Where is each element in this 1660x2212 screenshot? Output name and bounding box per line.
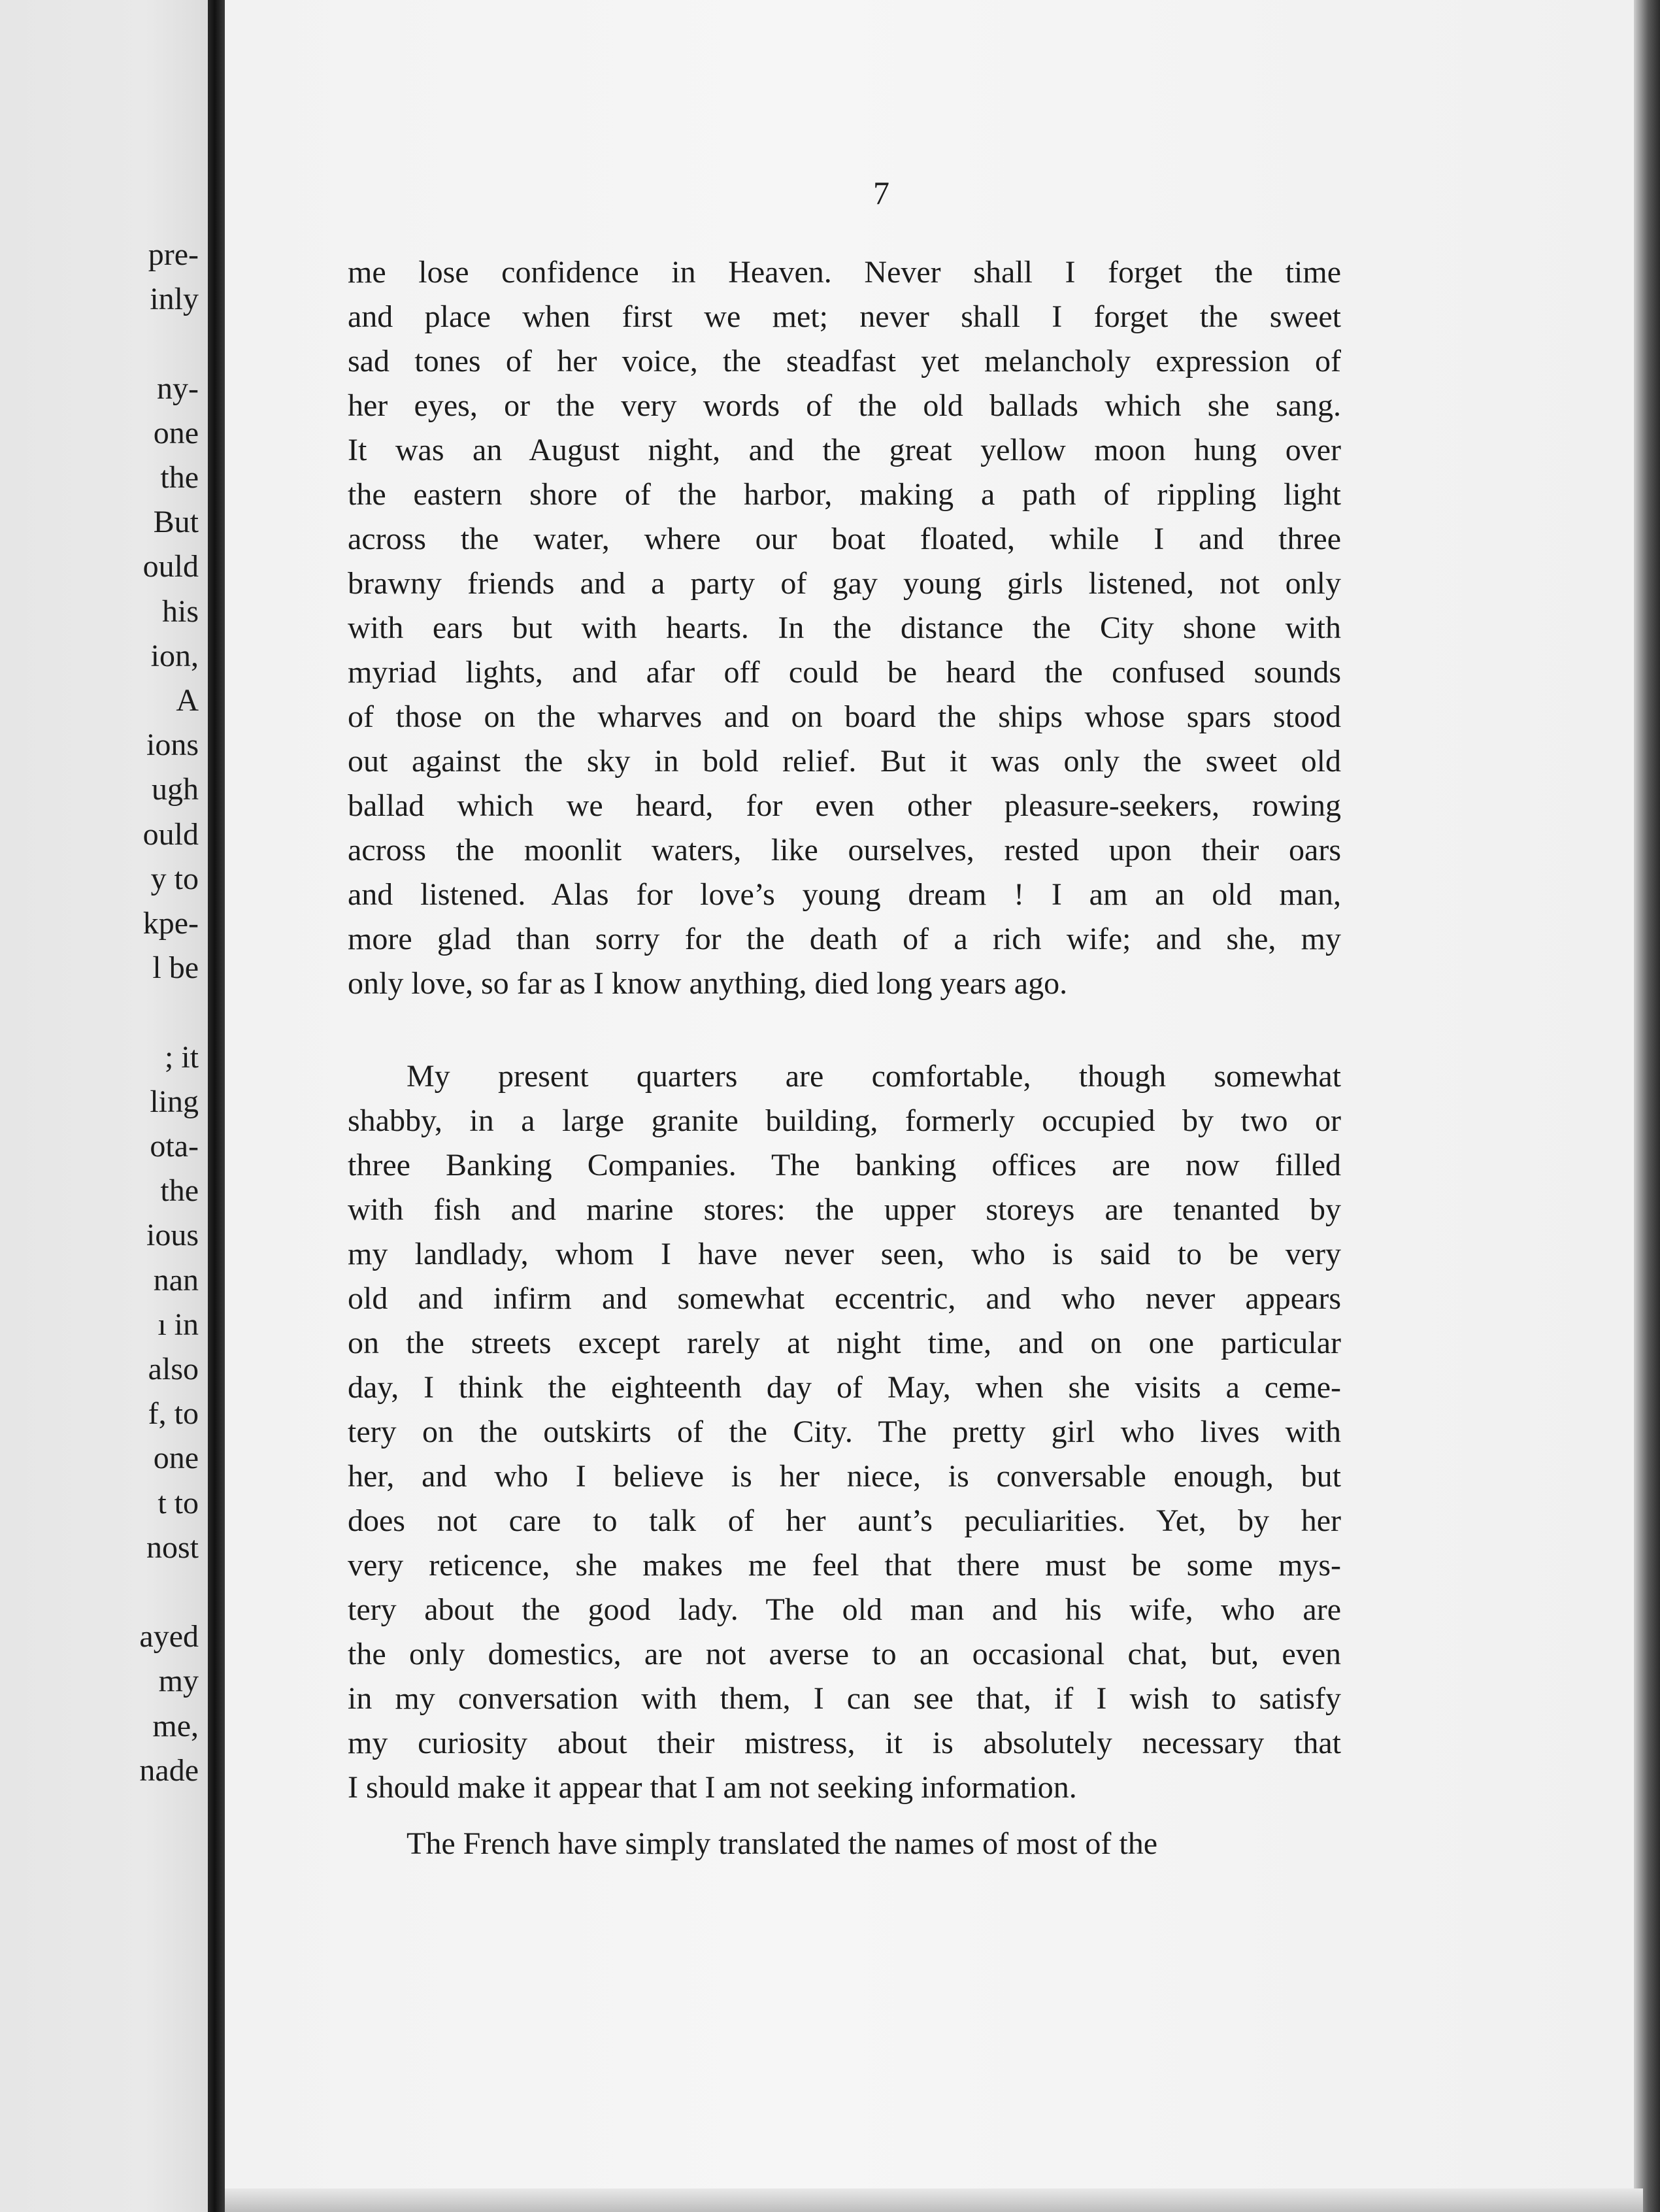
text-line: with fish and marine stores: the upper storeys are tenanted by	[348, 1192, 1341, 1227]
text-line: the eastern shore of the harbor, making a path of rippling light	[348, 477, 1341, 512]
text-line: in my conversation with them, I can see that, if I wish to satisfy	[348, 1681, 1341, 1716]
facing-page-line: ould	[142, 549, 199, 584]
facing-page-line: one	[153, 415, 199, 450]
facing-page-line: ayed	[139, 1619, 199, 1654]
text-line: day, I think the eighteenth day of May, when she visits a ceme-	[348, 1370, 1341, 1405]
facing-page-line: one	[153, 1441, 199, 1476]
facing-page-line: ny-	[157, 371, 199, 406]
facing-page-line: ; it	[164, 1039, 199, 1075]
text-line: my landlady, whom I have never seen, who is said to be very	[348, 1237, 1341, 1271]
facing-page-line: nan	[153, 1262, 199, 1298]
facing-page-line: y to	[150, 861, 199, 896]
facing-page-line: But	[153, 505, 199, 540]
text-line: only love, so far as I know anything, died long years ago.	[348, 966, 1068, 1001]
text-line: with ears but with hearts. In the distance the City shone with	[348, 611, 1341, 645]
text-line: does not care to talk of her aunt’s peculiarities. Yet, by her	[348, 1503, 1341, 1538]
text-line: the only domestics, are not averse to an occasional chat, but, even	[348, 1637, 1341, 1671]
facing-page-line: my	[158, 1664, 199, 1699]
text-line: her eyes, or the very words of the old ballads which she sang.	[348, 388, 1341, 423]
text-line: It was an August night, and the great yellow moon hung over	[348, 433, 1341, 467]
text-line: me lose confidence in Heaven. Never shall I forget the time	[348, 255, 1341, 290]
text-line: myriad lights, and afar off could be heard the confused sounds	[348, 655, 1341, 690]
facing-page-line: ious	[146, 1218, 199, 1253]
text-line: more glad than sorry for the death of a rich wife; and she, my	[348, 922, 1341, 956]
facing-page-line: nost	[146, 1530, 199, 1565]
binding-gutter	[208, 0, 225, 2212]
facing-page-line: t to	[158, 1485, 199, 1520]
page-bottom-edge	[225, 2188, 1643, 2212]
text-line: My present quarters are comfortable, though somewhat	[407, 1059, 1341, 1094]
facing-page-line: also	[148, 1352, 199, 1386]
text-line: old and infirm and somewhat eccentric, and who never appears	[348, 1281, 1341, 1316]
text-line: tery about the good lady. The old man and his wife, who are	[348, 1592, 1341, 1627]
facing-page-line: his	[161, 594, 199, 629]
facing-page-line: l be	[152, 950, 199, 986]
text-line: three Banking Companies. The banking offices are now filled	[348, 1148, 1341, 1182]
text-line: on the streets except rarely at night time, and on one particular	[348, 1326, 1341, 1360]
facing-page-line: inly	[150, 282, 199, 317]
facing-page-line: ould	[142, 816, 199, 852]
facing-page-line: me,	[152, 1708, 199, 1743]
text-line: The French have simply translated the names of most of the	[407, 1826, 1158, 1861]
text-line: shabby, in a large granite building, formerly occupied by two or	[348, 1103, 1341, 1138]
text-line: ballad which we heard, for even other pleasure-seekers, rowing	[348, 788, 1341, 823]
page-edge-shadow	[1634, 0, 1660, 2212]
facing-page-line: ı in	[158, 1307, 199, 1342]
page-number: 7	[873, 175, 889, 211]
text-line: sad tones of her voice, the steadfast yet melancholy expression of	[348, 344, 1341, 378]
text-line: brawny friends and a party of gay young girls listened, not only	[348, 566, 1341, 601]
text-line: I should make it appear that I am not seeking information.	[348, 1770, 1077, 1805]
facing-page-line: the	[160, 1173, 199, 1209]
facing-page-line: ling	[150, 1084, 199, 1119]
text-line: and listened. Alas for love’s young dream ! I am an old man,	[348, 877, 1341, 912]
text-line: out against the sky in bold relief. But it was only the sweet old	[348, 744, 1341, 779]
facing-page-line: ions	[146, 728, 199, 763]
facing-page-line: ugh	[152, 772, 199, 807]
facing-page-line: ota-	[150, 1129, 199, 1164]
facing-page-line: ion,	[150, 638, 199, 673]
facing-page-line: the	[160, 460, 199, 495]
facing-page-line: kpe-	[142, 906, 199, 941]
text-line: and place when first we met; never shall I forget the sweet	[348, 299, 1341, 334]
facing-page-line: A	[176, 683, 199, 718]
facing-page-line: f, to	[148, 1396, 199, 1432]
text-line: her, and who I believe is her niece, is conversable enough, but	[348, 1459, 1341, 1494]
facing-page-fragment	[0, 0, 208, 2212]
facing-page-line: pre-	[148, 237, 199, 272]
text-line: of those on the wharves and on board the ships whose spars stood	[348, 699, 1341, 734]
text-line: tery on the outskirts of the City. The pretty girl who lives with	[348, 1415, 1341, 1449]
text-line: very reticence, she makes me feel that there must be some mys-	[348, 1548, 1341, 1583]
text-line: my curiosity about their mistress, it is absolutely necessary that	[348, 1726, 1341, 1760]
text-line: across the moonlit waters, like ourselves, rested upon their oars	[348, 833, 1341, 867]
text-line: across the water, where our boat floated, while I and three	[348, 522, 1341, 556]
facing-page-line: nade	[139, 1752, 199, 1788]
